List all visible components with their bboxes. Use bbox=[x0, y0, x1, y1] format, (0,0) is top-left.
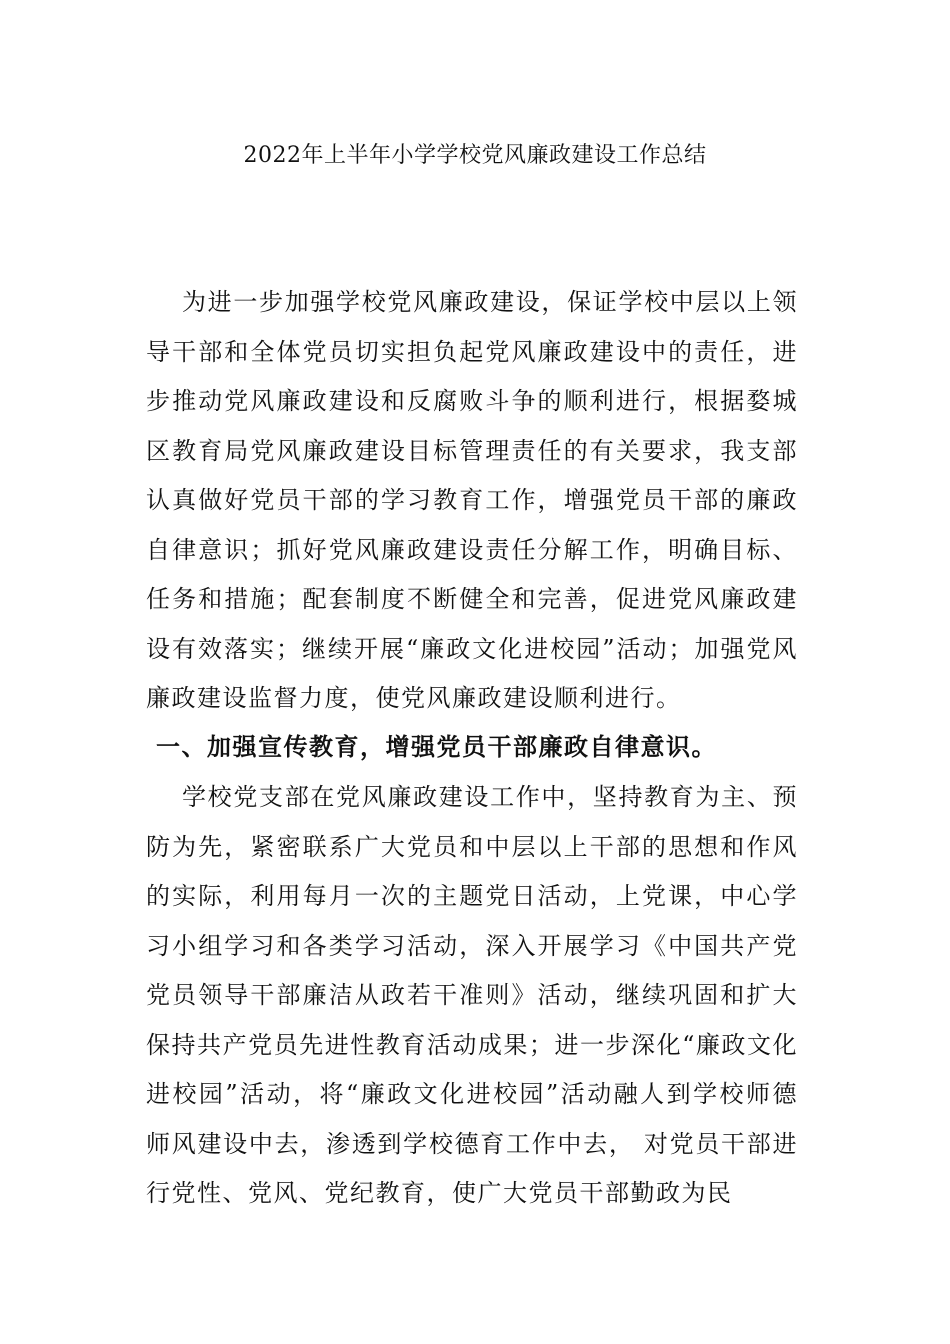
section-heading-block bbox=[146, 723, 798, 773]
intro-paragraph: 为进一步加强学校党风廉政建设，保证学校中层以上领导干部和全体党员切实担负起党风廉政建设中的责任，进步推动党风廉政建设和反腐败斗争的顺利进行，根据婺城区教育局党风廉政建设目标管理责任的有关要求，我支部认真做好党员干部的学习教育工作，增强党员干部的廉政自律意识；抓好党风廉政建设责任分解工作，明确目标、任务和措施；配套制度不断健全和完善，促进党风廉政建设有效落实；继续开展“廉政文化进校园”活动；加强党风廉政建设监督力度，使党风廉政建设顺利进行。 bbox=[146, 288, 798, 712]
section-1-paragraph: 学校党支部在党风廉政建设工作中，坚持教育为主、预防为先，紧密联系广大党员和中层以上干部的思想和作风的实际，利用每月一次的主题党日活动，上党课，中心学习小组学习和各类学习活动，深入开展学习《中国共产党党员领导干部廉洁从政若干准则》活动，继续巩固和扩大保持共产党员先进性教育活动成果；进一步深化“廉政文化进校园”活动，将“廉政文化进校园”活动融人到学校师德师风建设中去，渗透到学校德育工作中去， 对党员干部进行党性、党风、党纪教育，使广大党员干部勤政为民 bbox=[146, 783, 798, 1207]
section-paragraph-block bbox=[146, 773, 798, 1219]
intro-paragraph-block bbox=[146, 278, 798, 724]
document-title: 2022年上半年小学学校党风廉政建设工作总结 bbox=[243, 143, 707, 168]
section-1-heading: 一、加强宣传教育，增强党员干部廉政自律意识。 bbox=[156, 733, 717, 761]
